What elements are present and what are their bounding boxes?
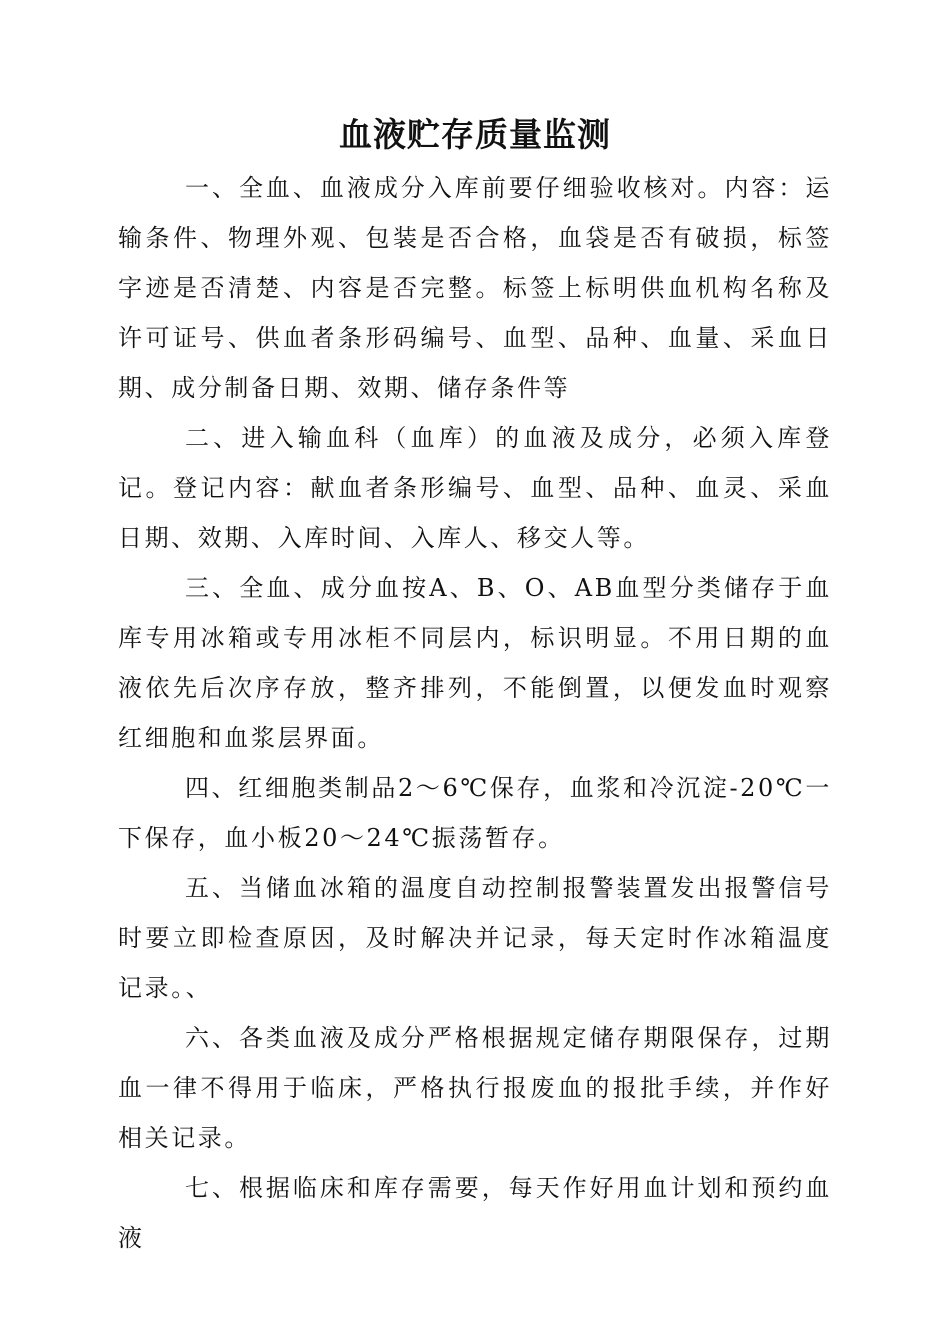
paragraph-7: 七、根据临床和库存需要，每天作好用血计划和预约血液: [118, 1174, 832, 1252]
paragraph-4: 四、红细胞类制品2～6℃保存，血浆和冷沉淀-20℃一下保存，血小板20～24℃振荡暂存。: [118, 774, 832, 852]
paragraph-6: 六、各类血液及成分严格根据规定储存期限保存，过期血一律不得用于临床，严格执行报废血的报批手续，并作好相关记录。: [118, 1024, 832, 1152]
paragraph-1: 一、全血、血液成分入库前要仔细验收核对。内容：运输条件、物理外观、包装是否合格，血袋是否有破损，标签字迹是否清楚、内容是否完整。标签上标明供血机构名称及许可证号、供血者条形码编号、血型、品种、血量、采血日期、成分制备日期、效期、储存条件等: [118, 174, 832, 402]
paragraph-3: 三、全血、成分血按A、B、O、AB血型分类储存于血库专用冰箱或专用冰柜不同层内，标识明显。不用日期的血液依先后次序存放，整齐排列，不能倒置，以便发血时观察红细胞和血浆层界面。: [118, 574, 832, 752]
document-title: 血液贮存质量监测: [339, 115, 611, 154]
document-body: [118, 163, 832, 1263]
paragraph-2: 二、进入输血科（血库）的血液及成分，必须入库登记。登记内容：献血者条形编号、血型、品种、血灵、采血日期、效期、入库时间、入库人、移交人等。: [118, 424, 832, 552]
paragraph-5: 五、当储血冰箱的温度自动控制报警装置发出报警信号时要立即检查原因，及时解决并记录，每天定时作冰箱温度记录。、: [118, 874, 832, 1002]
